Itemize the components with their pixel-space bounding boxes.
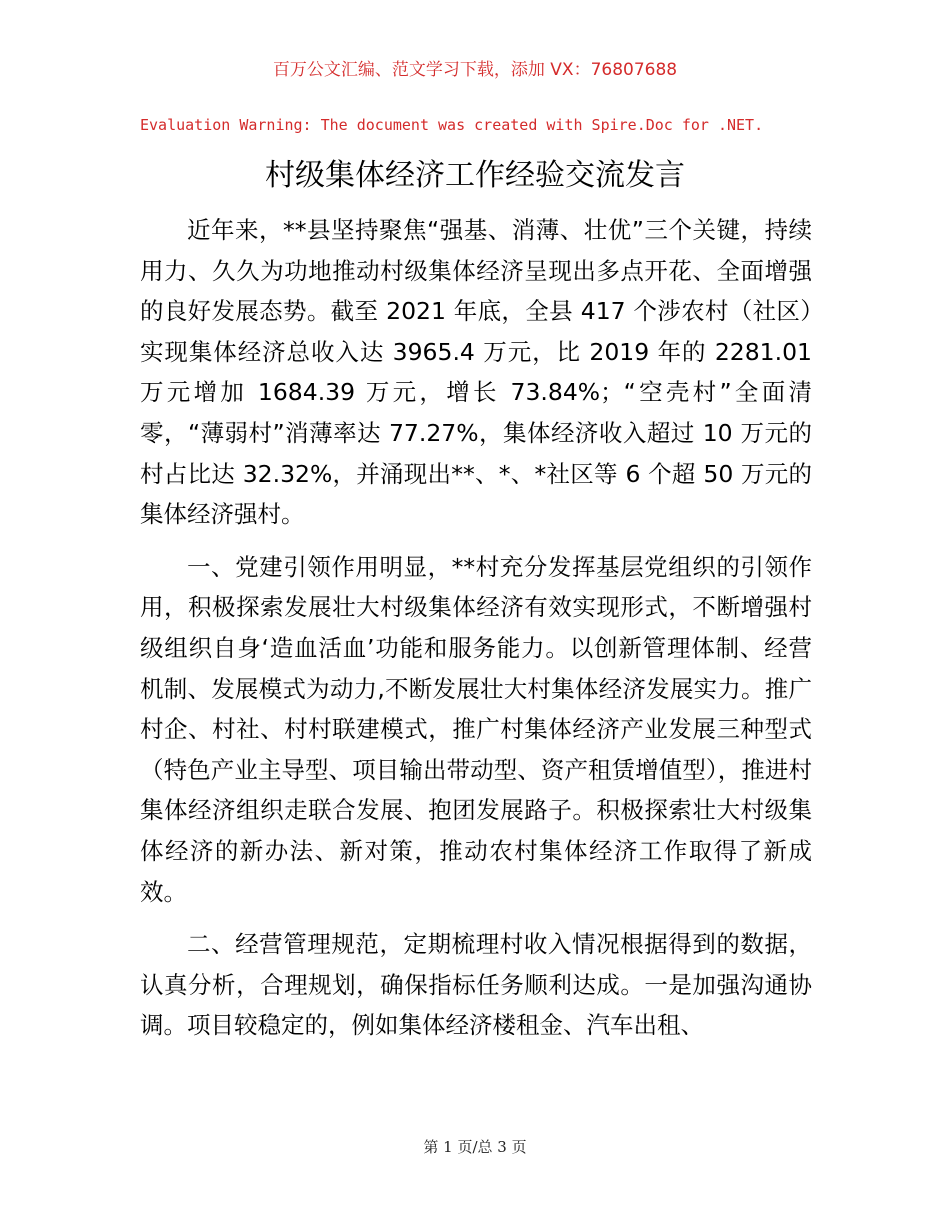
- evaluation-warning: Evaluation Warning: The document was created with Spire.Doc for .NET.: [140, 116, 764, 134]
- document-title: 村级集体经济工作经验交流发言: [265, 158, 685, 193]
- document-body: [140, 210, 812, 1046]
- paragraph-section-one: 一、党建引领作用明显，**村充分发挥基层党组织的引领作用，积极探索发展壮大村级集体经济有效实现形式，不断增强村级组织自身‘造血活血’功能和服务能力。以创新管理体制、经营机制、发展模式为动力,不断发展壮大村集体经济发展实力。推广村企、村社、村村联建模式，推广村集体经济产业发展三种型式（特色产业主导型、项目输出带动型、资产租赁增值型），推进村集体经济组织走联合发展、抱团发展路子。积极探索壮大村级集体经济的新办法、新对策，推动农村集体经济工作取得了新成效。: [140, 552, 812, 906]
- paragraph-section-two: 二、经营管理规范，定期梳理村收入情况根据得到的数据，认真分析，合理规划，确保指标任务顺利达成。一是加强沟通协调。项目较稳定的，例如集体经济楼租金、汽车出租、: [140, 930, 812, 1040]
- paragraph-intro: 近年来，**县坚持聚焦“强基、消薄、壮优”三个关键，持续用力、久久为功地推动村级集体经济呈现出多点开花、全面增强的良好发展态势。截至 2021 年底，全县 417 个涉农村（社区）实现集体经济总收入达 3965.4 万元，比 2019 年的 2281.01 万元增加 1684.39 万元，增长 73.84%；“空壳村”全面清零，“薄弱村”消薄率达 77.27%，集体经济收入超过 10 万元的村占比达 32.32%，并涌现出**、*、*社区等 6 个超 50 万元的集体经济强村。: [140, 216, 812, 529]
- promo-banner: 百万公文汇编、范文学习下载，添加 VX：76807688: [272, 60, 678, 80]
- page-number-footer: 第 1 页/总 3 页: [423, 1138, 527, 1156]
